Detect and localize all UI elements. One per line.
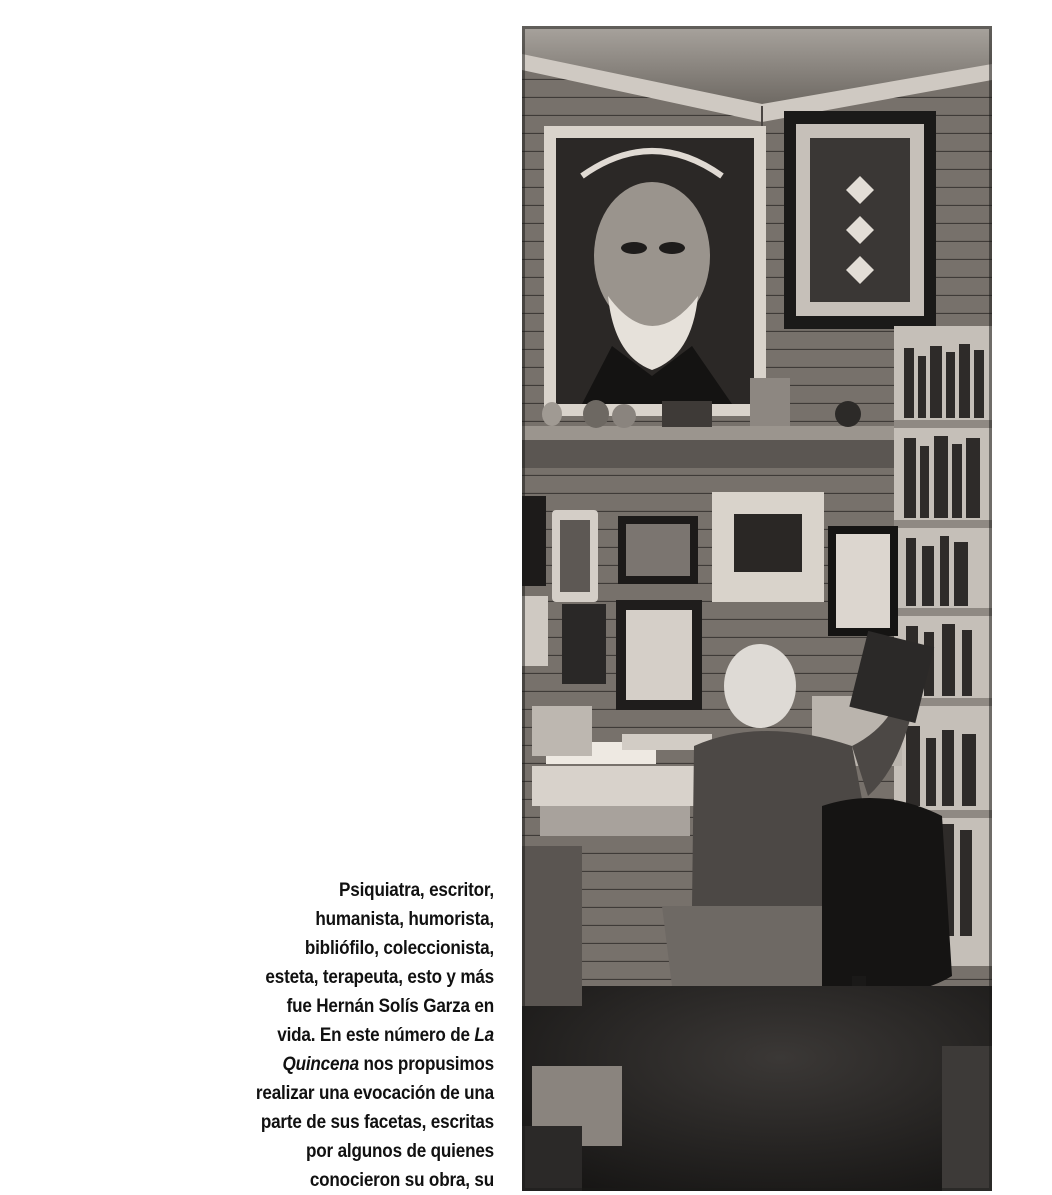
intro-line: bibliófilo, coleccionista, [304,938,494,959]
intro-line: Psiquiatra, escritor, [339,880,494,901]
intro-line [224,1050,494,1079]
intro-line: fue Hernán Solís Garza en [286,996,494,1017]
intro-line: conocieron su obra, su [309,1170,494,1191]
intro-line: esteta, terapeuta, esto y más [265,967,494,988]
magazine-title-part: Quincena [282,1054,359,1075]
intro-text-segment: vida. En este número de [277,1025,475,1046]
intro-line: por algunos de quienes [306,1141,494,1162]
intro-line [224,1021,494,1050]
intro-line: humanista, humorista, [315,909,494,930]
photo-illustration [522,26,992,1191]
intro-line: parte de sus facetas, escritas [260,1112,494,1133]
intro-text-segment: nos propusimos [358,1054,494,1075]
study-photograph [522,26,992,1191]
magazine-title-part: La [474,1025,494,1046]
intro-line: realizar una evocación de una [255,1083,494,1104]
intro-paragraph [224,876,494,1195]
